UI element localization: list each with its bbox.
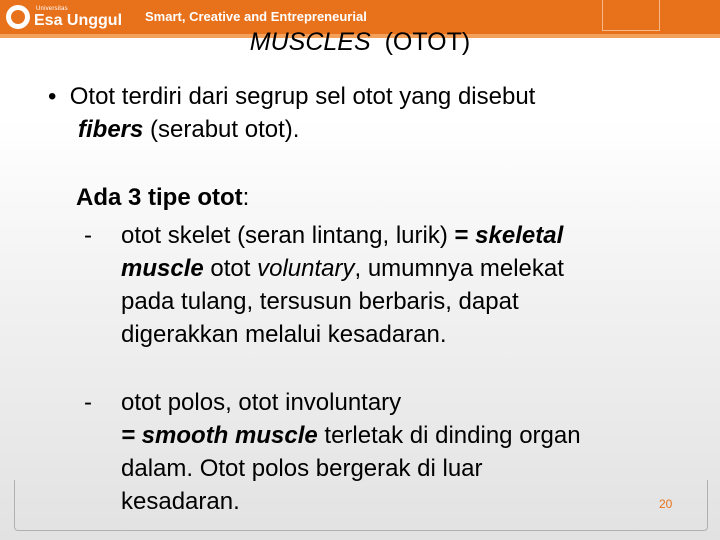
header-tagline: Smart, Creative and Entrepreneurial bbox=[145, 9, 367, 24]
item2-line-4: kesadaran. bbox=[121, 488, 240, 515]
title-sub: (OTOT) bbox=[384, 28, 471, 56]
header-frame-decoration bbox=[602, 0, 660, 31]
item1-lead: otot skelet (seran lintang, lurik) bbox=[121, 222, 455, 249]
bullet-line-2: (serabut otot). bbox=[143, 116, 300, 143]
item2-term: = smooth muscle bbox=[121, 422, 318, 449]
item1-term-1: skeletal bbox=[475, 222, 564, 249]
slide-title bbox=[0, 28, 720, 57]
bullet-symbol: • bbox=[48, 83, 57, 110]
footer-frame-decoration bbox=[14, 480, 708, 531]
bullet-term-fibers: fibers bbox=[78, 116, 144, 143]
item1-line2-rest: , umumnya melekat bbox=[354, 255, 564, 282]
title-main: MUSCLES bbox=[249, 28, 371, 56]
item1-voluntary: voluntary bbox=[257, 255, 355, 282]
item1-dash: - bbox=[84, 222, 92, 249]
item2-dash: - bbox=[84, 389, 92, 416]
bullet-line-1: Otot terdiri dari segrup sel otot yang disebut bbox=[69, 83, 536, 110]
bullet-paragraph bbox=[48, 80, 535, 146]
types-heading bbox=[76, 181, 249, 214]
logo-emblem-icon bbox=[6, 5, 30, 29]
item1-eq: = bbox=[454, 222, 476, 249]
types-heading-text: Ada 3 tipe otot bbox=[76, 184, 243, 211]
item2-line-1: otot polos, otot involuntary bbox=[121, 389, 402, 416]
item2-line2-rest: terletak di dinding organ bbox=[317, 422, 581, 449]
logo-small-text: Universitas bbox=[36, 6, 68, 12]
item1-after-term: otot bbox=[203, 255, 258, 282]
list-item-skeletal bbox=[121, 219, 681, 351]
item1-term-2: muscle bbox=[121, 255, 204, 282]
item1-line-3: pada tulang, tersusun berbaris, dapat bbox=[121, 288, 519, 315]
logo-name: Esa Unggul bbox=[34, 12, 123, 29]
page-number: 20 bbox=[659, 497, 673, 511]
types-heading-colon: : bbox=[242, 184, 250, 211]
item2-line-3: dalam. Otot polos bergerak di luar bbox=[121, 455, 483, 482]
item1-line-4: digerakkan melalui kesadaran. bbox=[121, 321, 447, 348]
